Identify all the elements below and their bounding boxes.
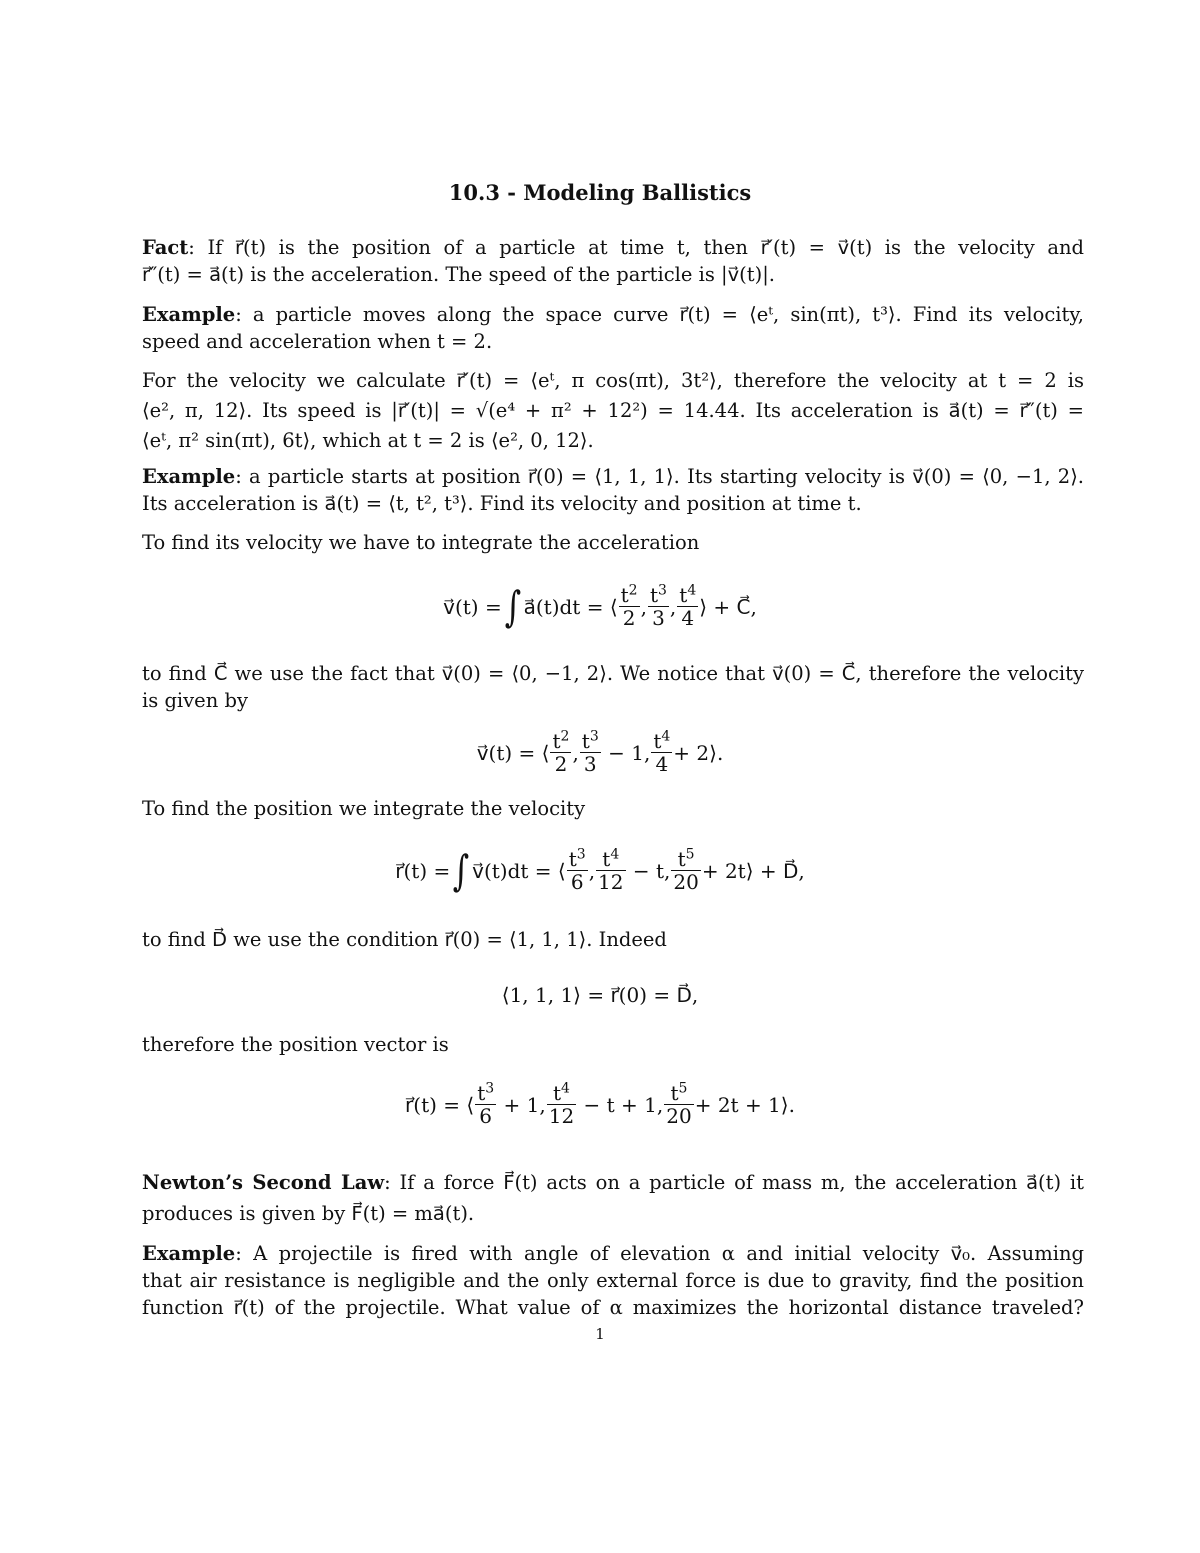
example2-line-5: is given by: [142, 689, 248, 712]
newton-line-2: produces is given by F⃗(t) = ma⃗(t).: [142, 1202, 475, 1225]
example1-line-2: speed and acceleration when t = 2.: [142, 330, 493, 353]
example1-line-1: Example: a particle moves along the space curve r⃗(t) = ⟨eᵗ, sin(πt), t³⟩. Find its velocity,: [142, 303, 1084, 326]
example2-line-1: Example: a particle starts at position r⃗(0) = ⟨1, 1, 1⟩. Its starting velocity is v⃗(0) = ⟨0, −1, 2⟩.: [142, 465, 1084, 488]
example2-line-6: To find the position we integrate the velocity: [142, 797, 586, 820]
example3-line-3: function r⃗(t) of the projectile. What value of α maximizes the horizontal distance traveled?: [142, 1296, 1084, 1319]
equation-position-integral: r⃗(t) =∫ v⃗(t)dt = ⟨ $\frac{t^3}{6}$ , $\frac{t^4}{12}$ − t, $\frac{t^5}{20}$ + 2t⟩ + D⃗,: [395, 845, 805, 895]
example1-solution-2: ⟨e², π, 12⟩. Its speed is |r⃗′(t)| = √(e⁴ + π² + 12²) = 14.44. Its acceleration is a⃗(t) = r⃗″(t) =: [142, 399, 1084, 422]
newton-label: Newton’s Second Law: [142, 1171, 385, 1194]
integral-sign: ∫: [504, 581, 521, 631]
integral-sign: ∫: [452, 845, 470, 895]
example2-line-7: to find D⃗ we use the condition r⃗(0) = ⟨1, 1, 1⟩. Indeed: [142, 928, 667, 951]
page-title: 10.3 - Modeling Ballistics: [448, 180, 752, 205]
example3-label: Example: [142, 1242, 236, 1265]
example3-line-1: Example: A projectile is fired with angle of elevation α and initial velocity v⃗₀. Assuming: [142, 1242, 1084, 1265]
fact-line-2: r⃗″(t) = a⃗(t) is the acceleration. The speed of the particle is |v⃗(t)|.: [142, 263, 775, 286]
example1-solution-1: For the velocity we calculate r⃗′(t) = ⟨eᵗ, π cos(πt), 3t²⟩, therefore the velocity at t = 2 is: [142, 369, 1084, 392]
fact-label: Fact: [142, 236, 189, 259]
example2-line-3: To find its velocity we have to integrate the acceleration: [142, 531, 700, 554]
fact-line-1: Fact: If r⃗(t) is the position of a particle at time t, then r⃗′(t) = v⃗(t) is the velocity and: [142, 236, 1084, 259]
example1-label: Example: [142, 303, 236, 326]
equation-initial-condition: ⟨1, 1, 1⟩ = r⃗(0) = D⃗,: [501, 983, 699, 1007]
example2-line-2: Its acceleration is a⃗(t) = ⟨t, t², t³⟩. Find its velocity and position at time t.: [142, 492, 862, 515]
example3-line-2: that air resistance is negligible and the only external force is due to gravity, find the position: [142, 1269, 1084, 1292]
equation-velocity-integral: v⃗(t) =∫ a⃗(t)dt = ⟨ $\frac{t^2}{2}$ , $\frac{t^3}{3}$ , $\frac{t^4}{4}$ ⟩ + C⃗,: [443, 581, 757, 631]
equation-position: r⃗(t) = ⟨ $\frac{t^3}{6}$ + 1, $\frac{t^4}{12}$ − t + 1, $\frac{t^5}{20}$ + 2t + 1⟩.: [405, 1080, 795, 1128]
newton-line-1: Newton’s Second Law: If a force F⃗(t) acts on a particle of mass m, the acceleration a⃗(t) it: [142, 1171, 1084, 1194]
example2-label: Example: [142, 465, 236, 488]
equation-velocity: v⃗(t) = ⟨ $\frac{t^2}{2}$ , $\frac{t^3}{3}$ − 1, $\frac{t^4}{4}$ + 2⟩.: [476, 728, 724, 776]
example2-line-8: therefore the position vector is: [142, 1033, 449, 1056]
page-number: 1: [595, 1325, 605, 1343]
example2-line-4: to find C⃗ we use the fact that v⃗(0) = ⟨0, −1, 2⟩. We notice that v⃗(0) = C⃗, therefore the velocity: [142, 662, 1084, 685]
example1-solution-3: ⟨eᵗ, π² sin(πt), 6t⟩, which at t = 2 is ⟨e², 0, 12⟩.: [142, 429, 594, 452]
